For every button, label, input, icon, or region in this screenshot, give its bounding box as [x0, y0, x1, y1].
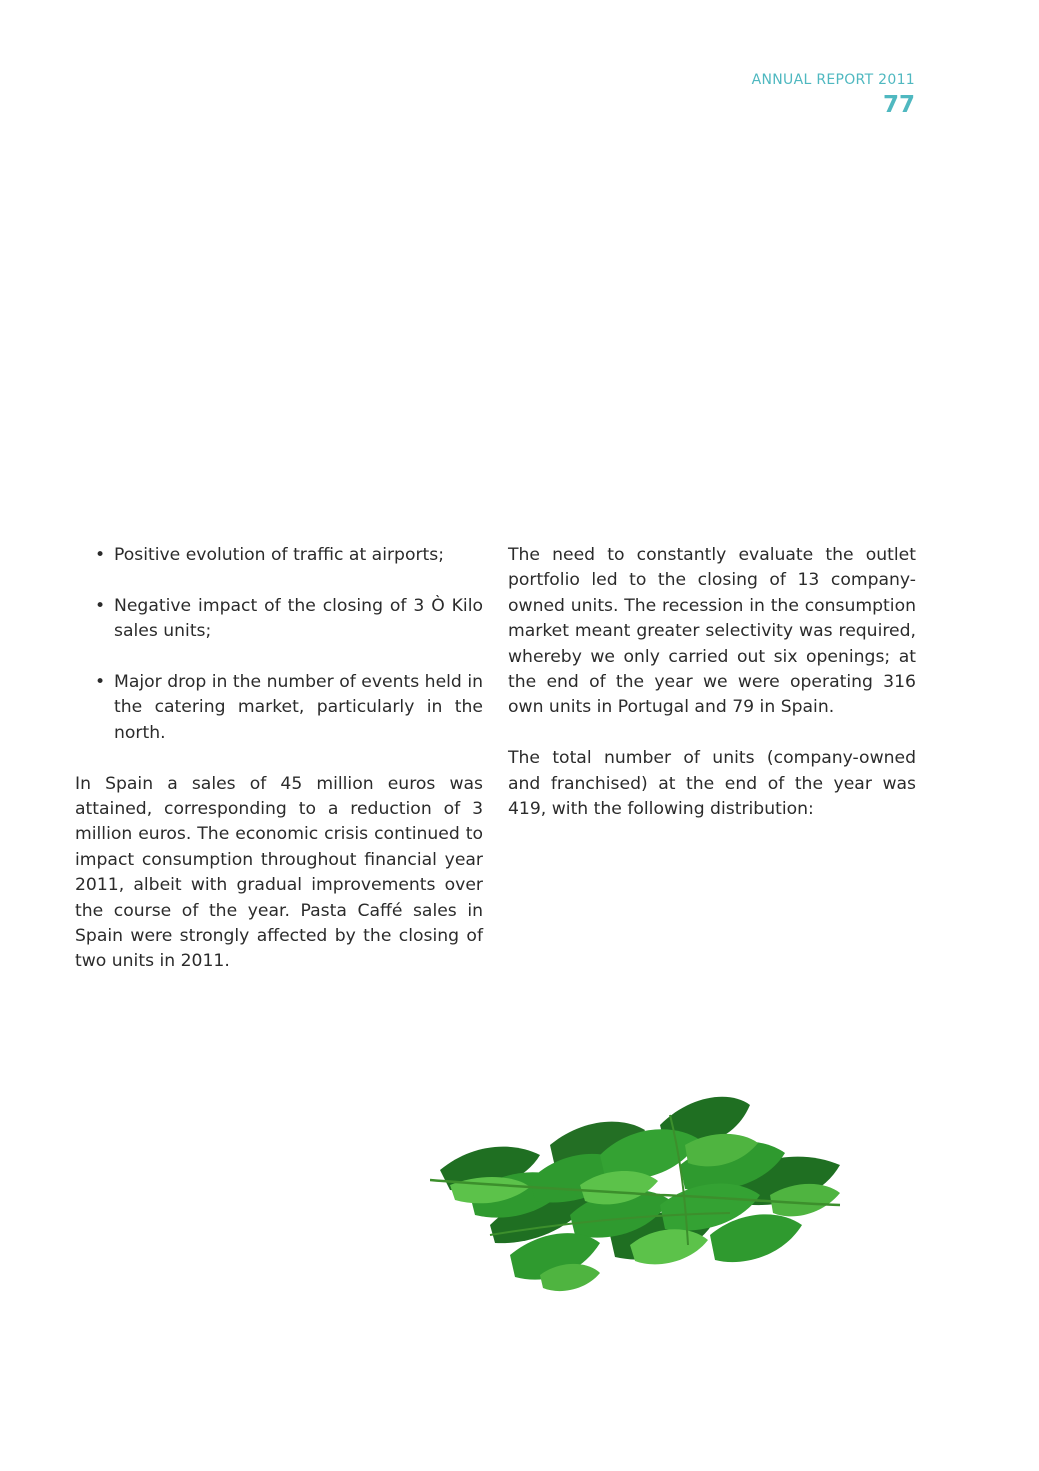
spain-sales-paragraph: In Spain a sales of 45 million euros was attained, corresponding to a reduction of 3 million euros. The economic crisis continued to impact consumption throughout financial year 2011, albeit with gradual improvements over the course of the year. Pasta Caffé sales in Spain were strongly affected by the closing of two units in 2011.: [75, 773, 483, 972]
right-column: [508, 543, 916, 848]
bullet-text: Negative impact of the closing of 3 Ò Kilo sales units;: [114, 595, 483, 642]
bullet-list: [75, 543, 483, 746]
list-item: [75, 670, 483, 746]
list-item: [75, 594, 483, 645]
report-title: ANNUAL REPORT 2011: [751, 72, 915, 88]
list-item: [75, 543, 483, 568]
page-header: [752, 70, 915, 119]
bullet-icon: •: [95, 545, 106, 565]
bullet-text: Major drop in the number of events held in the catering market, particularly in the north.: [114, 672, 483, 743]
outlet-portfolio-paragraph: The need to constantly evaluate the outlet portfolio led to the closing of 13 company-owned units. The recession in the consumption market meant greater selectivity was required, whereby we only carried out six openings; at the end of the year we were operating 316 own units in Portugal and 79 in Spain.: [508, 545, 916, 718]
bullet-text: Positive evolution of traffic at airports;: [114, 545, 445, 565]
arugula-leaves-photo: [430, 1085, 850, 1300]
page-number: 77: [882, 92, 915, 118]
bullet-icon: •: [95, 672, 106, 692]
leaf-cluster: [430, 1097, 840, 1291]
bullet-icon: •: [95, 595, 106, 616]
left-column: [75, 543, 483, 1000]
total-units-paragraph: The total number of units (company-owned and franchised) at the end of the year was 419, with the following distribution:: [508, 748, 916, 820]
